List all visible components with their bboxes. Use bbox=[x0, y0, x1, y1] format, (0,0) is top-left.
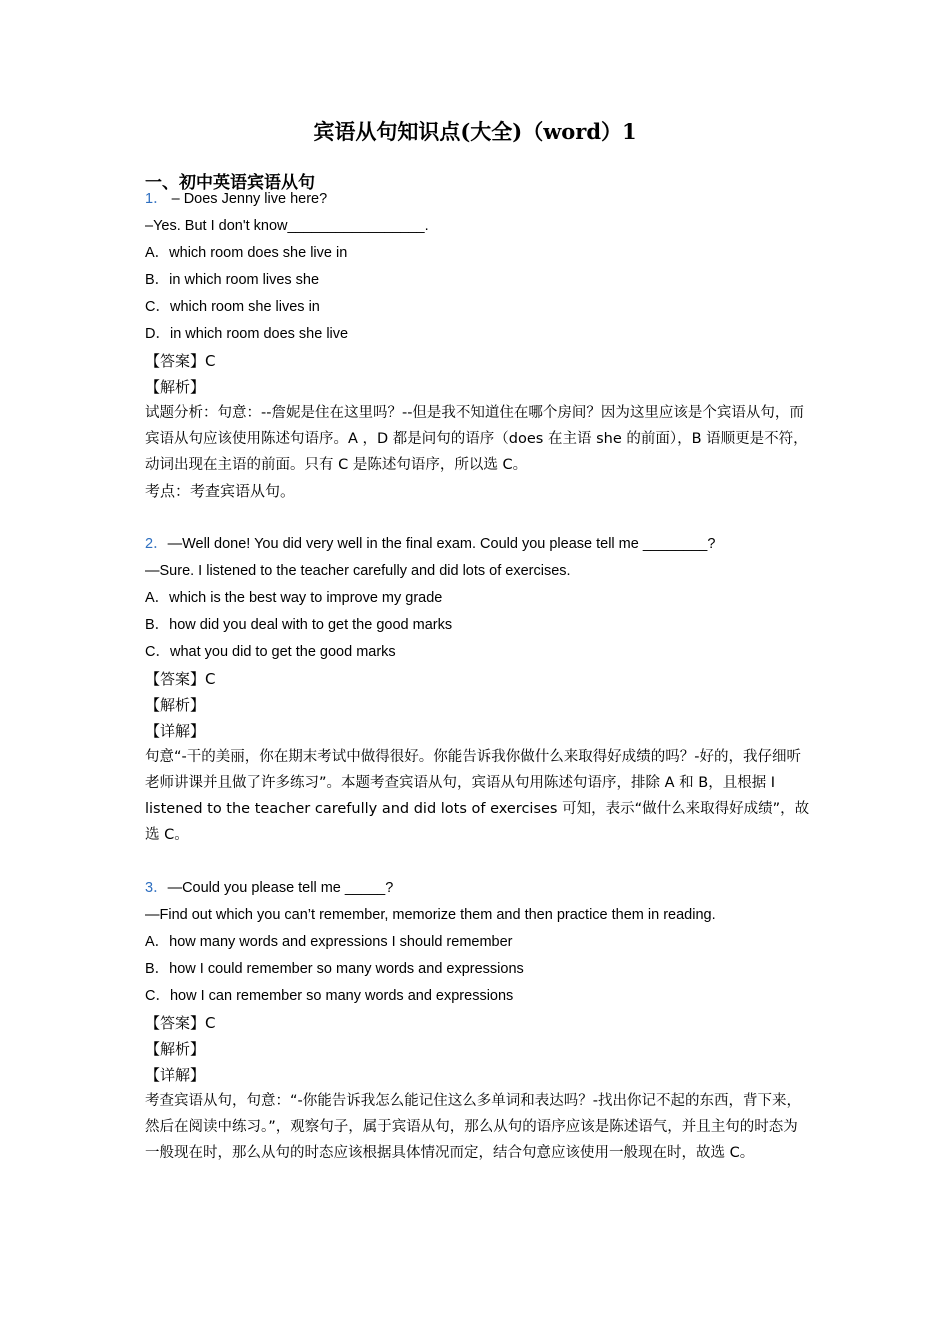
question-number: 2． bbox=[145, 536, 168, 552]
document-title: 宾语从句知识点(大全)（word）1 bbox=[313, 119, 637, 144]
analysis-label: 【解析】 bbox=[145, 1040, 206, 1058]
option-a: A．which is the best way to improve my grade bbox=[145, 590, 443, 606]
answer-label: 【答案】C bbox=[145, 352, 216, 370]
analysis-label: 【解析】 bbox=[145, 696, 206, 714]
question-number: 1． bbox=[145, 191, 168, 207]
document-content bbox=[145, 186, 810, 1166]
question-1 bbox=[145, 186, 810, 504]
explanation-text: 试题分析：句意：--詹妮是住在这里吗？--但是我不知道住在哪个房间？因为这里应该是个宾语从句，而宾语从句应该使用陈述句语序。A ，D 都是问句的语序（does 在主语 she 的前面），B 语顺更是不符，动词出现在主语的前面。只有 C 是陈述句语序，所以选 C。 bbox=[145, 405, 808, 473]
detail-label: 【详解】 bbox=[145, 722, 206, 740]
option-b: B．in which room lives she bbox=[145, 272, 320, 288]
spacer bbox=[145, 504, 810, 531]
option-a: A．which room does she live in bbox=[145, 245, 348, 261]
analysis-label: 【解析】 bbox=[145, 378, 206, 396]
section-heading: 一、初中英语宾语从句 bbox=[145, 173, 315, 193]
question-number: 3． bbox=[145, 880, 168, 896]
explanation-text: 句意“-干的美丽，你在期末考试中做得很好。你能告诉我你做什么来取得好成绩的吗？-好的，我仔细听老师讲课并且做了许多练习”。本题考查宾语从句，宾语从句用陈述句语序，排除 A 和 B，且根据 I listened to the teacher carefully and did lots of exercises 可知，表示“做什么来取得好成绩”，故选 C。 bbox=[145, 749, 810, 843]
question-stem-reply: –Yes. But I don't know_________________. bbox=[145, 218, 429, 234]
question-stem: 1． – Does Jenny live here? bbox=[145, 191, 328, 207]
option-b: B．how I could remember so many words and expressions bbox=[145, 961, 524, 977]
detail-label: 【详解】 bbox=[145, 1066, 206, 1084]
explanation-text: 考查宾语从句，句意：“-你能告诉我怎么能记住这么多单词和表达吗？-找出你记不起的东西，背下来，然后在阅读中练习。”，观察句子，属于宾语从句，那么从句的语序应该是陈述语气，并且主句的时态为一般现在时，那么从句的时态应该根据具体情况而定，结合句意应该使用一般现在时，故选 C。 bbox=[145, 1093, 801, 1161]
question-2 bbox=[145, 531, 810, 848]
option-b: B．how did you deal with to get the good marks bbox=[145, 617, 453, 633]
option-c: C．which room she lives in bbox=[145, 299, 320, 315]
knowledge-point: 考点：考查宾语从句。 bbox=[145, 482, 296, 500]
option-c: C．what you did to get the good marks bbox=[145, 644, 396, 660]
option-d: D．in which room does she live bbox=[145, 326, 349, 342]
question-3 bbox=[145, 875, 810, 1166]
option-a: A．how many words and expressions I should remember bbox=[145, 934, 513, 950]
answer-label: 【答案】C bbox=[145, 1014, 216, 1032]
question-stem-reply: —Find out which you can’t remember, memorize them and then practice them in reading. bbox=[145, 907, 716, 923]
question-stem: 2．—Well done! You did very well in the final exam. Could you please tell me ________? bbox=[145, 536, 716, 552]
question-stem: 3．—Could you please tell me _____? bbox=[145, 880, 394, 896]
question-stem-reply: —Sure. I listened to the teacher carefully and did lots of exercises. bbox=[145, 563, 571, 579]
spacer bbox=[145, 848, 810, 875]
option-c: C．how I can remember so many words and expressions bbox=[145, 988, 514, 1004]
answer-label: 【答案】C bbox=[145, 670, 216, 688]
